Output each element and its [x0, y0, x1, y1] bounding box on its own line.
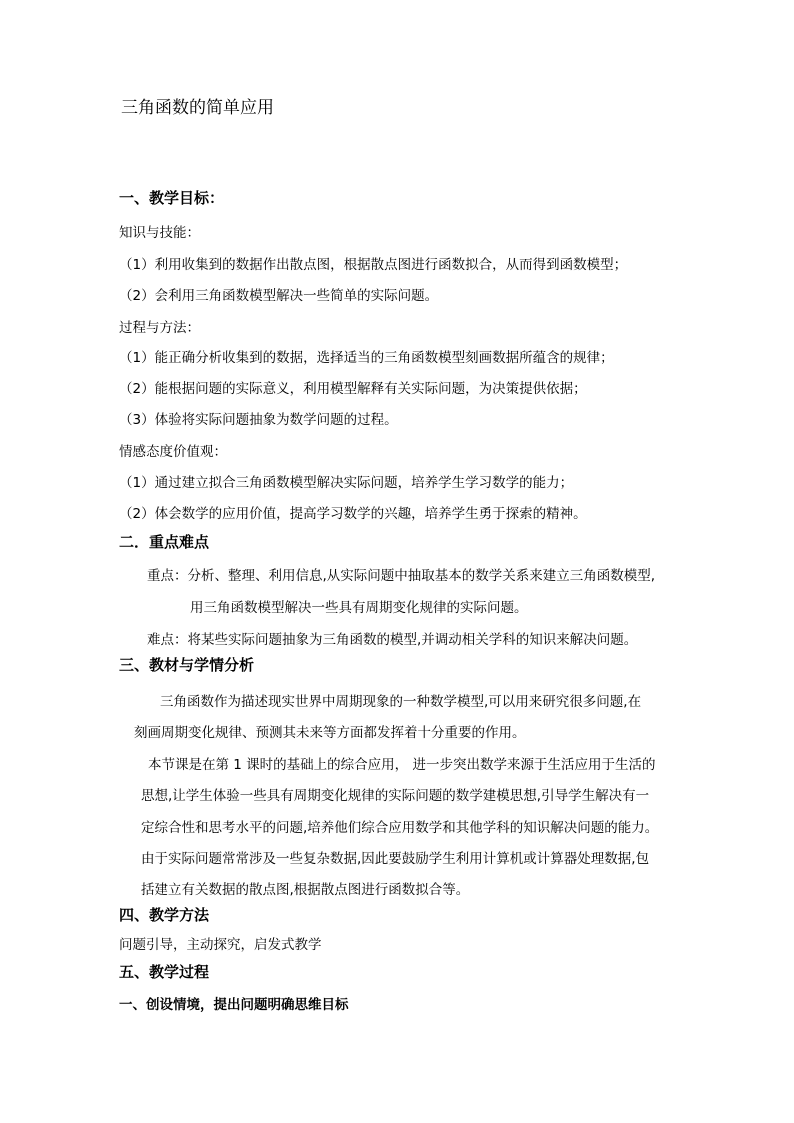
- section-heading-process: 五、教学过程: [119, 963, 210, 981]
- section-heading-analysis: 三、教材与学情分析: [119, 656, 255, 674]
- knowledge-item-2: （2）会利用三角函数模型解决一些简单的实际问题。: [119, 288, 439, 304]
- analysis-line-5: 定综合性和思考水平的问题,培养他们综合应用数学和其他学科的知识解决问题的能力。: [141, 820, 659, 836]
- difficulty-line: 难点：将某些实际问题抽象为三角函数的模型,并调动相关学科的知识来解决问题。: [147, 632, 638, 648]
- process-label: 过程与方法：: [119, 320, 200, 336]
- emotion-label: 情感态度价值观：: [119, 444, 227, 460]
- section-heading-key-points: 二．重点难点: [119, 533, 210, 551]
- process-item-3: （3）体验将实际问题抽象为数学问题的过程。: [119, 412, 398, 428]
- methods-text: 问题引导，主动探究，启发式教学: [119, 937, 322, 953]
- knowledge-label: 知识与技能：: [119, 225, 200, 241]
- analysis-line-2: 刻画周期变化规律、预测其未来等方面都发挥着十分重要的作用。: [134, 725, 526, 741]
- analysis-line-3: 本节课是在第 1 课时的基础上的综合应用， 进一步突出数学来源于生活应用于生活的: [148, 757, 656, 773]
- process-item-1: （1）能正确分析收集到的数据，选择适当的三角函数模型刻画数据所蕴含的规律；: [119, 350, 614, 366]
- section-heading-methods: 四、教学方法: [119, 906, 210, 924]
- emotion-item-1: （1）通过建立拟合三角函数模型解决实际问题，培养学生学习数学的能力；: [119, 475, 574, 491]
- analysis-line-6: 由于实际问题常常涉及一些复杂数据,因此要鼓励学生利用计算机或计算器处理数据,包: [141, 851, 650, 867]
- key-point-line-2: 用三角函数模型解决一些具有周期变化规律的实际问题。: [190, 600, 528, 616]
- analysis-line-1: 三角函数作为描述现实世界中周期现象的一种数学模型,可以用来研究很多问题,在: [160, 694, 642, 710]
- analysis-line-4: 思想,让学生体验一些具有周期变化规律的实际问题的数学建模思想,引导学生解决有一: [141, 788, 650, 804]
- section-heading-objectives: 一、教学目标：: [119, 189, 225, 207]
- emotion-item-2: （2）体会数学的应用价值，提高学习数学的兴趣，培养学生勇于探索的精神。: [119, 506, 587, 522]
- knowledge-item-1: （1）利用收集到的数据作出散点图，根据散点图进行函数拟合，从而得到函数模型；: [119, 257, 628, 273]
- process-item-2: （2）能根据问题的实际意义，利用模型解释有关实际问题，为决策提供依据；: [119, 381, 587, 397]
- process-subheading: 一、创设情境，提出问题明确思维目标: [119, 997, 349, 1013]
- document-title: 三角函数的简单应用: [121, 98, 274, 118]
- analysis-line-7: 括建立有关数据的散点图,根据散点图进行函数拟合等。: [141, 882, 470, 898]
- key-point-line-1: 重点：分析、整理、利用信息,从实际问题中抽取基本的数学关系来建立三角函数模型,: [147, 568, 656, 584]
